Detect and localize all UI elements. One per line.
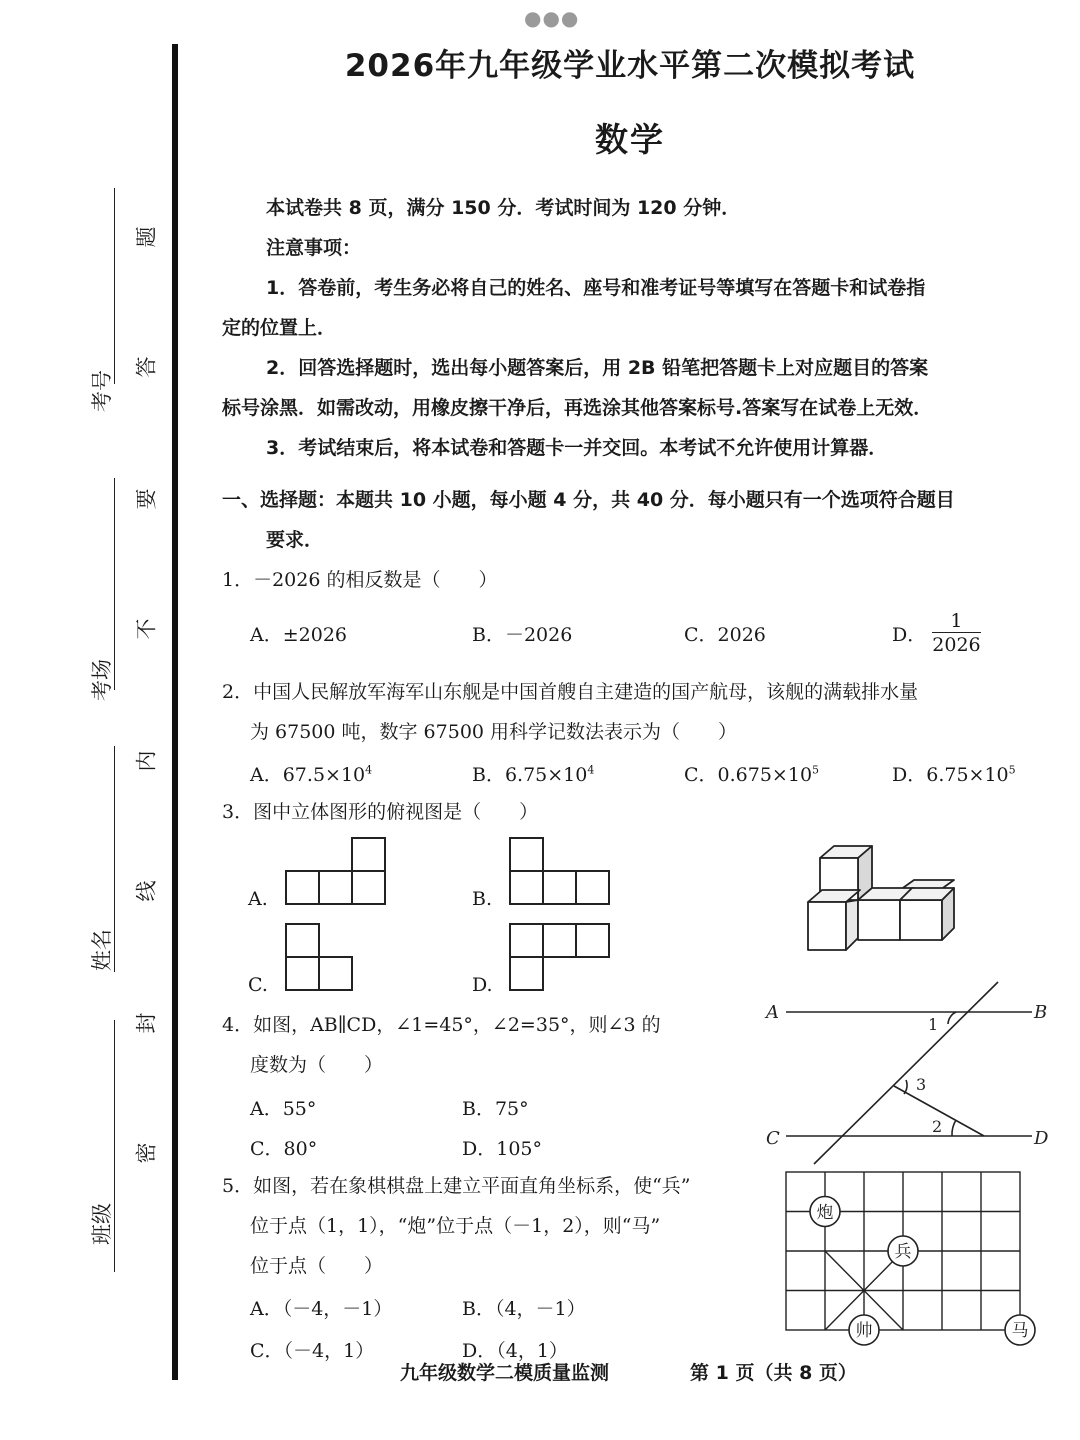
point-a-label: A [766,1002,779,1023]
q5-option-a[interactable]: A．（－4，－1） [250,1298,393,1320]
horse-piece-label: 马 [1011,1321,1029,1341]
seal-char: 封 [134,1012,159,1034]
q3-option-c[interactable]: C. [248,974,268,996]
q1-option-d-label: D． [892,624,927,646]
binding-margin-bar [172,44,178,1380]
q3-option-c-figure [282,922,358,994]
fraction-denominator: 2026 [932,634,981,656]
q4-stem-line-2: 度数为（ ） [250,1054,384,1076]
q1-stem: 1．－2026 的相反数是（ ） [222,569,498,591]
q2-stem-line-1: 2．中国人民解放军海军山东舰是中国首艘自主建造的国产航母，该舰的满载排水量 [222,681,919,703]
q1-option-b[interactable]: B．－2026 [472,624,573,646]
q4-option-d[interactable]: D．105° [462,1138,542,1160]
field-class: 班级 [90,1203,114,1245]
note-1-line-1: 1．答卷前，考生务必将自己的姓名、座号和准考证号等填写在答题卡和试卷指 [266,277,926,299]
q2-option-a[interactable] [250,760,372,787]
q4-stem-line-1: 4．如图，AB∥CD，∠1=45°，∠2=35°，则∠3 的 [222,1014,661,1036]
q3-solid-figure [800,840,970,960]
seal-char: 要 [134,488,159,510]
seal-char: 线 [134,880,159,902]
q5-chessboard-figure [780,1168,1048,1354]
q2-option-b[interactable] [472,760,594,787]
q3-option-b[interactable]: B. [472,888,493,910]
note-1-line-2: 定的位置上． [222,317,337,339]
q3-option-a-figure [282,836,392,908]
q2-option-b-text: B．6.75×10 [472,764,588,786]
general-piece-label: 帅 [855,1321,873,1341]
q5-stem-line-2: 位于点（1，1），“炮”位于点（－1，2），则“马” [250,1215,661,1237]
seal-char: 题 [134,226,159,248]
exponent: 4 [365,763,373,777]
q4-option-a[interactable]: A．55° [250,1098,317,1120]
q2-option-d-text: D．6.75×10 [892,764,1009,786]
field-name: 姓名 [90,929,114,971]
exponent: 4 [587,763,595,777]
q5-option-d[interactable]: D．（4，1） [462,1340,568,1362]
cannon-piece-label: 炮 [816,1203,834,1223]
more-dots-icon[interactable]: ●●● [524,6,580,30]
q5-stem-line-1: 5．如图，若在象棋棋盘上建立平面直角坐标系，使“兵” [222,1175,691,1197]
seal-char: 密 [134,1142,159,1164]
footer-title: 九年级数学二模质量监测 [400,1362,610,1384]
exam-intro: 本试卷共 8 页，满分 150 分．考试时间为 120 分钟． [266,197,741,219]
id-number-fill-line [114,188,115,384]
point-c-label: C [766,1128,780,1149]
soldier-piece-label: 兵 [894,1242,912,1262]
q1-option-d[interactable] [892,610,981,657]
q1-option-c[interactable]: C．2026 [684,624,766,646]
exam-title: 2026年九年级学业水平第二次模拟考试 [344,48,916,84]
point-d-label: D [1034,1128,1049,1149]
field-exam-room: 考场 [90,659,114,701]
field-exam-number: 考号 [90,370,114,412]
section-1-heading-cont: 要求． [266,529,324,551]
q5-option-b[interactable]: B．（4，－1） [462,1298,586,1320]
exponent: 5 [812,763,820,777]
q3-option-b-figure [506,836,616,908]
q2-option-c[interactable] [684,760,819,787]
note-2-line-2: 标号涂黑．如需改动，用橡皮擦干净后，再选涂其他答案标号.答案写在试卷上无效． [222,397,933,419]
q2-option-c-text: C．0.675×10 [684,764,813,786]
seal-char: 答 [134,356,159,378]
q4-parallel-lines-figure [760,976,1060,1170]
q4-option-c[interactable]: C．80° [250,1138,318,1160]
q3-option-d-figure [506,922,616,994]
q4-option-b[interactable]: B．75° [462,1098,529,1120]
exponent: 5 [1008,763,1016,777]
q2-stem-line-2: 为 67500 吨，数字 67500 用科学记数法表示为（ ） [250,721,738,743]
q5-stem-line-3: 位于点（ ） [250,1255,384,1277]
footer-page-number: 第 1 页（共 8 页） [690,1362,857,1384]
exam-subject: 数学 [595,120,665,159]
q2-option-a-text: A．67.5×10 [250,764,366,786]
note-2-line-1: 2．回答选择题时，选出每小题答案后，用 2B 铅笔把答题卡上对应题目的答案 [266,357,929,379]
note-3: 3．考试结束后，将本试卷和答题卡一并交回。本考试不允许使用计算器． [266,437,888,459]
q1-option-a[interactable]: A．±2026 [250,624,347,646]
section-1-heading: 一、选择题：本题共 10 小题，每小题 4 分，共 40 分．每小题只有一个选项符合题目 [222,489,955,511]
seal-char: 不 [134,618,159,640]
angle-1-label: 1 [928,1015,939,1034]
q1-option-d-fraction [932,610,980,657]
angle-3-label: 3 [916,1075,927,1094]
notes-heading: 注意事项： [266,237,362,259]
angle-2-label: 2 [932,1117,943,1136]
q3-option-a[interactable]: A. [248,888,268,910]
q2-option-d[interactable] [892,760,1016,787]
q5-option-c[interactable]: C．（－4，1） [250,1340,375,1362]
seal-char: 内 [134,750,159,772]
q3-option-d[interactable]: D. [472,974,493,996]
fraction-numerator: 1 [932,610,980,633]
point-b-label: B [1034,1002,1048,1023]
q3-stem: 3．图中立体图形的俯视图是（ ） [222,801,539,823]
